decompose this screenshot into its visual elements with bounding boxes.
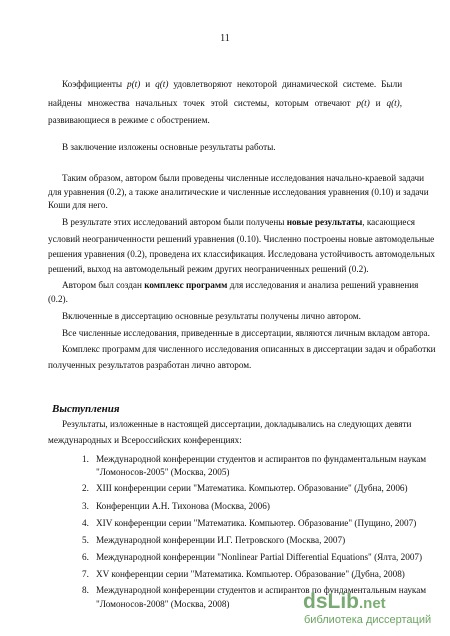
paragraph-line: Все численные исследования, приведенные в диссертации, являются личным вкладом автора.	[62, 328, 430, 338]
paragraph-line: (0.2).	[48, 294, 68, 304]
paragraph-line: полученных результатов разработан лично автором.	[48, 360, 252, 370]
paragraph-line: Результаты, изложенные в настоящей диссертации, докладывались на следующих девяти	[62, 419, 412, 429]
paragraph-line: Автором был создан комплекс программ для исследования и анализа решений уравнения	[62, 280, 419, 290]
list-item: 3. Конференции А.Н. Тихонова (Москва, 2006)	[82, 501, 270, 511]
list-item: 2. XIII конференции серии "Математика. Компьютер. Образование" (Дубна, 2006)	[82, 483, 408, 493]
paragraph-line: решений, выход на автомодельный режим других неограниченных решений (0.2).	[48, 264, 369, 274]
paragraph-line: найдены множества начальных точек этой системы, которым отвечают p(t) и q(t),	[48, 98, 403, 108]
list-item-continuation: "Ломоносов-2005" (Москва, 2005)	[96, 467, 230, 477]
list-item: 7. XV конференции серии "Математика. Компьютер. Образование" (Дубна, 2008)	[82, 569, 405, 579]
list-item: 1. Международной конференции студентов и аспирантов по фундаментальным наукам	[82, 454, 427, 464]
paragraph-line: международных и Всероссийских конференциях:	[48, 435, 242, 445]
paragraph-line: решения уравнения (0.2), проведена их классификация. Исследована устойчивость автомодельных	[48, 249, 435, 259]
list-item: 8. Международной конференции студентов и аспирантов по фундаментальным наукам	[82, 585, 427, 595]
paragraph-line: развивающиеся в режиме с обострением.	[48, 115, 210, 125]
paragraph-line: Коши для него.	[48, 200, 108, 210]
bold-term: новые результаты	[286, 217, 363, 227]
paragraph-line: условий неограниченности решений уравнения (0.10). Численно построены новые автомодельные	[48, 234, 435, 244]
dslib-logo: dsLib.net	[303, 590, 386, 613]
list-item: 5. Международной конференции И.Г. Петровского (Москва, 2007)	[82, 535, 346, 545]
watermark-subtitle: библиотека диссертаций	[304, 614, 432, 626]
section-heading: Выступления	[52, 403, 120, 415]
paragraph-line: Включенные в диссертацию основные результаты получены лично автором.	[62, 311, 361, 321]
paragraph-line: В результате этих исследований автором были получены новые результаты, касающиеся	[62, 217, 415, 227]
watermark-logo	[303, 590, 443, 630]
paragraph-line: для уравнения (0.2), а также аналитические и численные исследования уравнения (0.10) и задачи	[48, 187, 429, 197]
list-item-continuation: "Ломоносов-2008" (Москва, 2008)	[96, 599, 230, 609]
paragraph-line: В заключение изложены основные результаты работы.	[62, 142, 276, 152]
paragraph-line: Комплекс программ для численного исследования описанных в диссертации задач и обработки	[62, 344, 436, 354]
list-item: 4. XIV конференции серии "Математика. Компьютер. Образование" (Пущино, 2007)	[82, 518, 417, 528]
paragraph-line: Коэффициенты p(t) и q(t) удовлетворяют некоторой динамической системе. Были	[62, 79, 403, 89]
paragraph-line: Таким образом, автором были проведены численные исследования начально-краевой задачи	[62, 173, 425, 183]
page-number: 11	[220, 33, 230, 44]
bold-term: комплекс программ	[144, 280, 228, 290]
list-item: 6. Международной конференции "Nonlinear Partial Differential Equations" (Ялта, 2007)	[82, 552, 423, 562]
